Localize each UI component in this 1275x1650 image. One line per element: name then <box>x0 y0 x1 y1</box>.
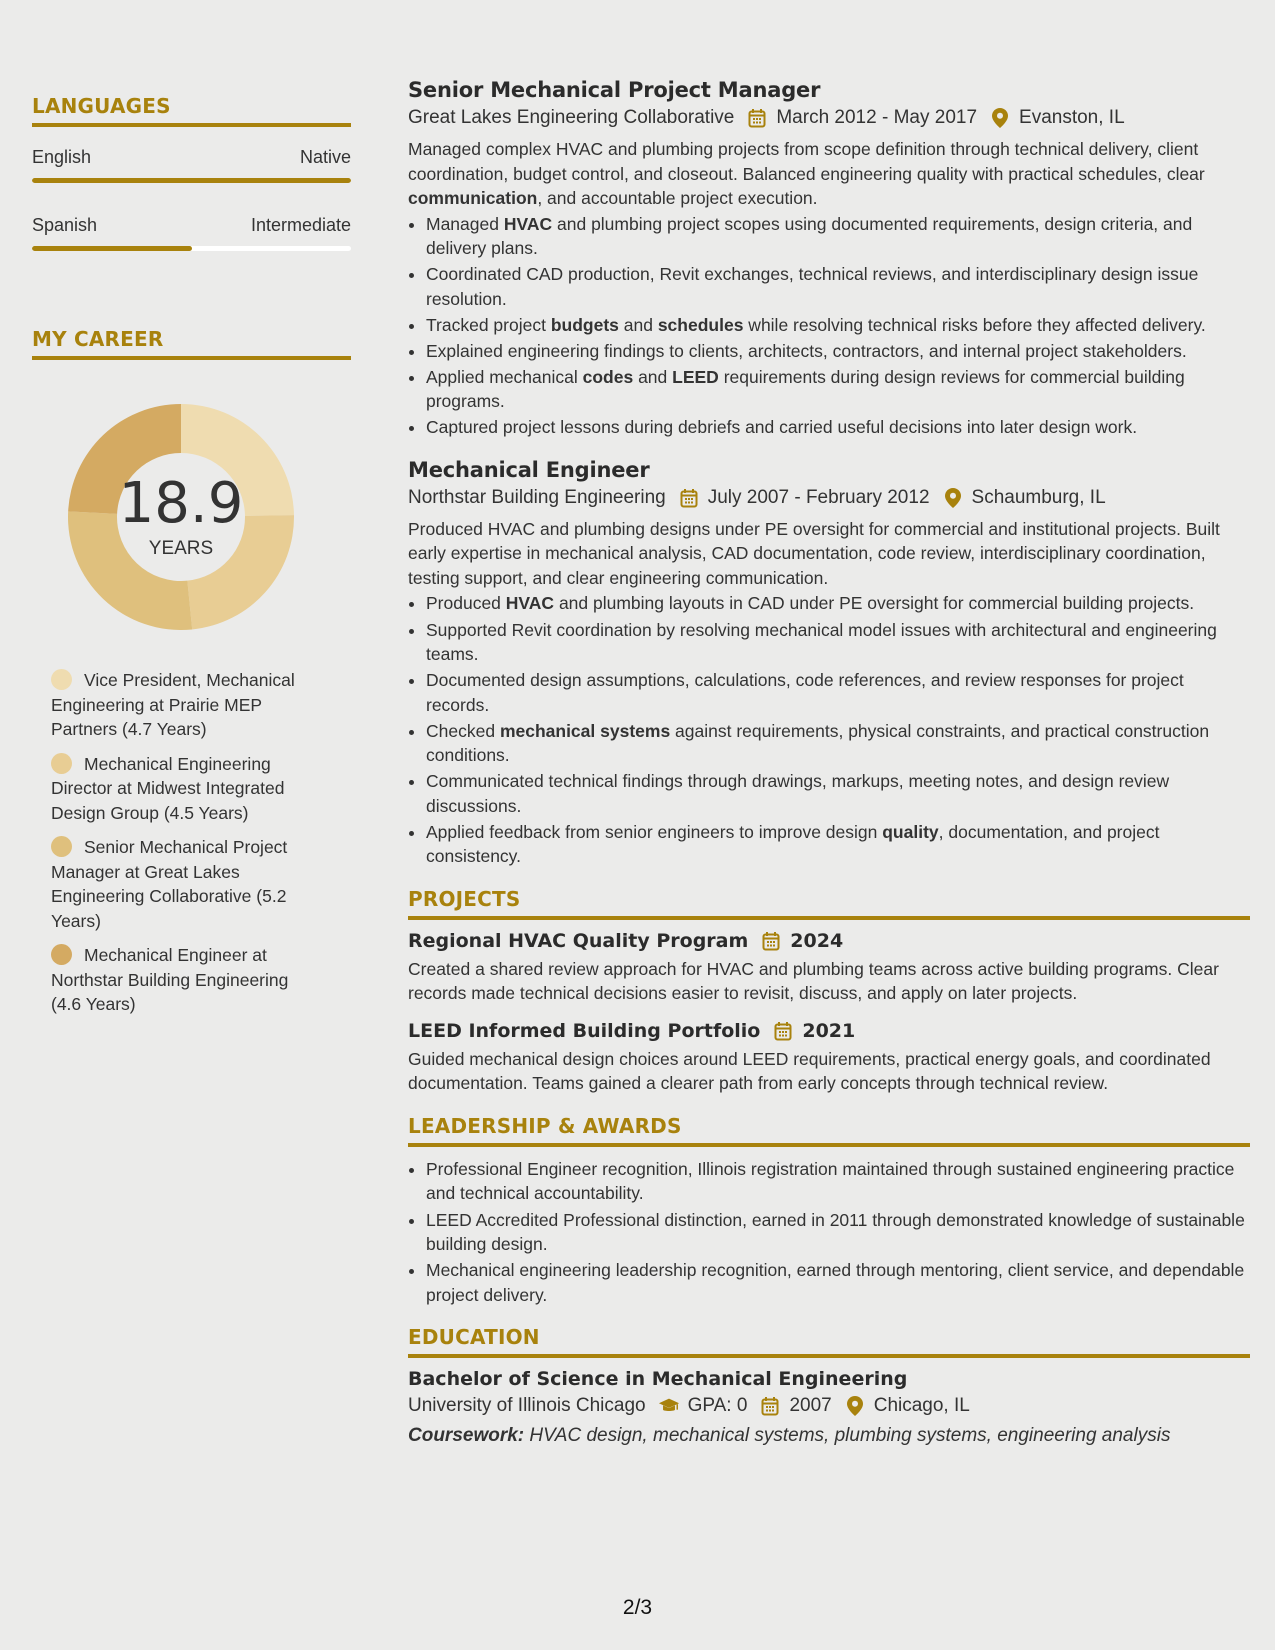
projects-heading: PROJECTS <box>408 887 1250 920</box>
legend-item <box>51 835 321 933</box>
gpa: GPA: 0 <box>687 1395 748 1417</box>
project-item <box>408 1020 1250 1096</box>
education-section <box>408 1325 1250 1447</box>
education-meta <box>408 1395 1250 1417</box>
project-name: LEED Informed Building Portfolio <box>408 1019 761 1042</box>
leadership-heading: LEADERSHIP & AWARDS <box>408 1114 1250 1147</box>
legend-label: Mechanical Engineering Director at Midwest Integrated Design Group (4.5 Years) <box>51 753 285 823</box>
career-heading: MY CAREER <box>32 327 351 360</box>
coursework-list: HVAC design, mechanical systems, plumbing systems, engineering analysis <box>529 1425 1171 1447</box>
calendar-icon <box>678 487 700 509</box>
leadership-section <box>408 1114 1250 1307</box>
bullet-item: • Applied feedback from senior engineers to improve design quality, documentation, and project consistency. <box>426 820 1250 869</box>
company-name: Great Lakes Engineering Collaborative <box>408 107 735 128</box>
experience-entry <box>408 458 1250 869</box>
language-name: Spanish <box>32 215 98 235</box>
bullet-item: • Applied mechanical codes and LEED requirements during design reviews for commercial building programs. <box>426 365 1250 414</box>
degree-title: Bachelor of Science in Mechanical Engineering <box>408 1368 908 1391</box>
bullet-item: • Managed HVAC and plumbing project scopes using documented requirements, design criteria, and delivery plans. <box>426 212 1250 261</box>
career-donut-chart <box>66 402 296 632</box>
bullet-item: • Tracked project budgets and schedules while resolving technical risks before they affected delivery. <box>426 313 1250 338</box>
language-item <box>32 147 351 183</box>
job-summary: Managed complex HVAC and plumbing projects from scope definition through technical delivery, client coordination, budget control, and closeout. Balanced engineering quality with practical schedules, clear communication, and accountable project execution. <box>408 139 1205 208</box>
language-item <box>32 215 351 251</box>
school-name: University of Illinois Chicago <box>408 1395 646 1417</box>
legend-item <box>51 752 321 826</box>
bullet-item: • Captured project lessons during debriefs and carried useful decisions into later design work. <box>426 415 1250 440</box>
legend-dot <box>51 836 72 857</box>
legend-dot <box>51 669 72 690</box>
school-location: Chicago, IL <box>873 1395 970 1417</box>
bullet-item: • Coordinated CAD production, Revit exchanges, technical reviews, and interdisciplinary design issue resolution. <box>426 262 1250 311</box>
job-meta <box>408 487 1250 509</box>
bullet-item: • Checked mechanical systems against requirements, physical constraints, and practical construction conditions. <box>426 719 1250 768</box>
sidebar <box>32 94 351 1027</box>
calendar-icon <box>759 1395 781 1417</box>
language-proficiency-bar <box>32 246 351 251</box>
calendar-icon <box>760 930 782 952</box>
language-level: Native <box>299 147 351 167</box>
graduation-cap-icon <box>658 1395 680 1417</box>
bullet-item: • Produced HVAC and plumbing layouts in CAD under PE oversight for commercial building projects. <box>426 591 1250 616</box>
job-location: Evanston, IL <box>1019 107 1125 128</box>
calendar-icon <box>772 1020 794 1042</box>
project-year: 2024 <box>790 929 844 952</box>
language-proficiency-bar <box>32 178 351 183</box>
location-pin-icon <box>844 1395 866 1417</box>
bullet-item: • Documented design assumptions, calculations, code references, and review responses for project records. <box>426 668 1250 717</box>
legend-item <box>51 668 321 742</box>
job-location: Schaumburg, IL <box>971 486 1106 508</box>
language-proficiency-fill <box>32 246 192 251</box>
job-title: Mechanical Engineer <box>408 457 650 482</box>
leadership-list <box>408 1157 1250 1307</box>
language-proficiency-fill <box>32 178 351 183</box>
leadership-item: • LEED Accredited Professional distinction, earned in 2011 through demonstrated knowledge of sustainable building design. <box>426 1208 1250 1257</box>
calendar-icon <box>746 107 768 129</box>
coursework <box>408 1425 1250 1447</box>
project-description: Guided mechanical design choices around LEED requirements, practical energy goals, and coordinated documentation. Teams gained a clearer path from early concepts through technical review. <box>408 1048 1211 1094</box>
graduation-year: 2007 <box>789 1395 832 1417</box>
projects-section <box>408 887 1250 1096</box>
legend-item <box>51 943 321 1017</box>
project-description: Created a shared review approach for HVAC and plumbing teams across active building programs. Clear records made technical decisions easier to revisit, discuss, and apply on later projects. <box>408 958 1219 1004</box>
career-legend <box>51 668 321 1017</box>
language-name: English <box>32 147 92 167</box>
job-dates: March 2012 - May 2017 <box>776 107 978 128</box>
coursework-label: Coursework: <box>408 1425 525 1447</box>
career-years-unit: YEARS <box>148 538 214 559</box>
job-summary: Produced HVAC and plumbing designs under PE oversight for commercial and institutional projects. Built early expertise in mechanical analysis, CAD documentation, code review, interdisciplinary coordination, testing support, and clear engineering communication. <box>408 518 1220 588</box>
job-title: Senior Mechanical Project Manager <box>408 78 821 102</box>
legend-dot <box>51 944 72 965</box>
bullet-item: • Explained engineering findings to clients, architects, contractors, and internal project stakeholders. <box>426 339 1250 364</box>
job-bullets <box>408 212 1250 440</box>
project-name: Regional HVAC Quality Program <box>408 929 749 952</box>
location-pin-icon <box>989 107 1011 129</box>
job-dates: July 2007 - February 2012 <box>707 486 930 508</box>
leadership-item: • Professional Engineer recognition, Illinois registration maintained through sustained engineering practice and technical accountability. <box>426 1157 1250 1206</box>
bullet-item: • Communicated technical findings through drawings, markups, meeting notes, and design review discussions. <box>426 769 1250 818</box>
leadership-item: • Mechanical engineering leadership recognition, earned through mentoring, client service, and dependable project delivery. <box>426 1258 1250 1307</box>
career-total-years: 18.9 <box>118 471 244 536</box>
experience-entry <box>408 78 1250 440</box>
language-level: Intermediate <box>250 215 351 235</box>
project-item <box>408 930 1250 1006</box>
company-name: Northstar Building Engineering <box>408 486 666 508</box>
job-meta <box>408 107 1250 129</box>
job-bullets <box>408 591 1250 868</box>
location-pin-icon <box>942 487 964 509</box>
page-number: 2/3 <box>622 1596 653 1619</box>
project-year: 2021 <box>802 1019 856 1042</box>
legend-label: Vice President, Mechanical Engineering at Prairie MEP Partners (4.7 Years) <box>51 670 295 739</box>
main-content <box>408 78 1250 1447</box>
education-heading: EDUCATION <box>408 1325 1250 1358</box>
legend-label: Senior Mechanical Project Manager at Great Lakes Engineering Collaborative (5.2 Years) <box>51 837 288 931</box>
bullet-item: • Supported Revit coordination by resolving mechanical model issues with architectural and engineering teams. <box>426 618 1250 667</box>
legend-dot <box>51 753 72 774</box>
legend-label: Mechanical Engineer at Northstar Building Engineering (4.6 Years) <box>51 945 289 1014</box>
languages-heading: LANGUAGES <box>32 94 351 127</box>
